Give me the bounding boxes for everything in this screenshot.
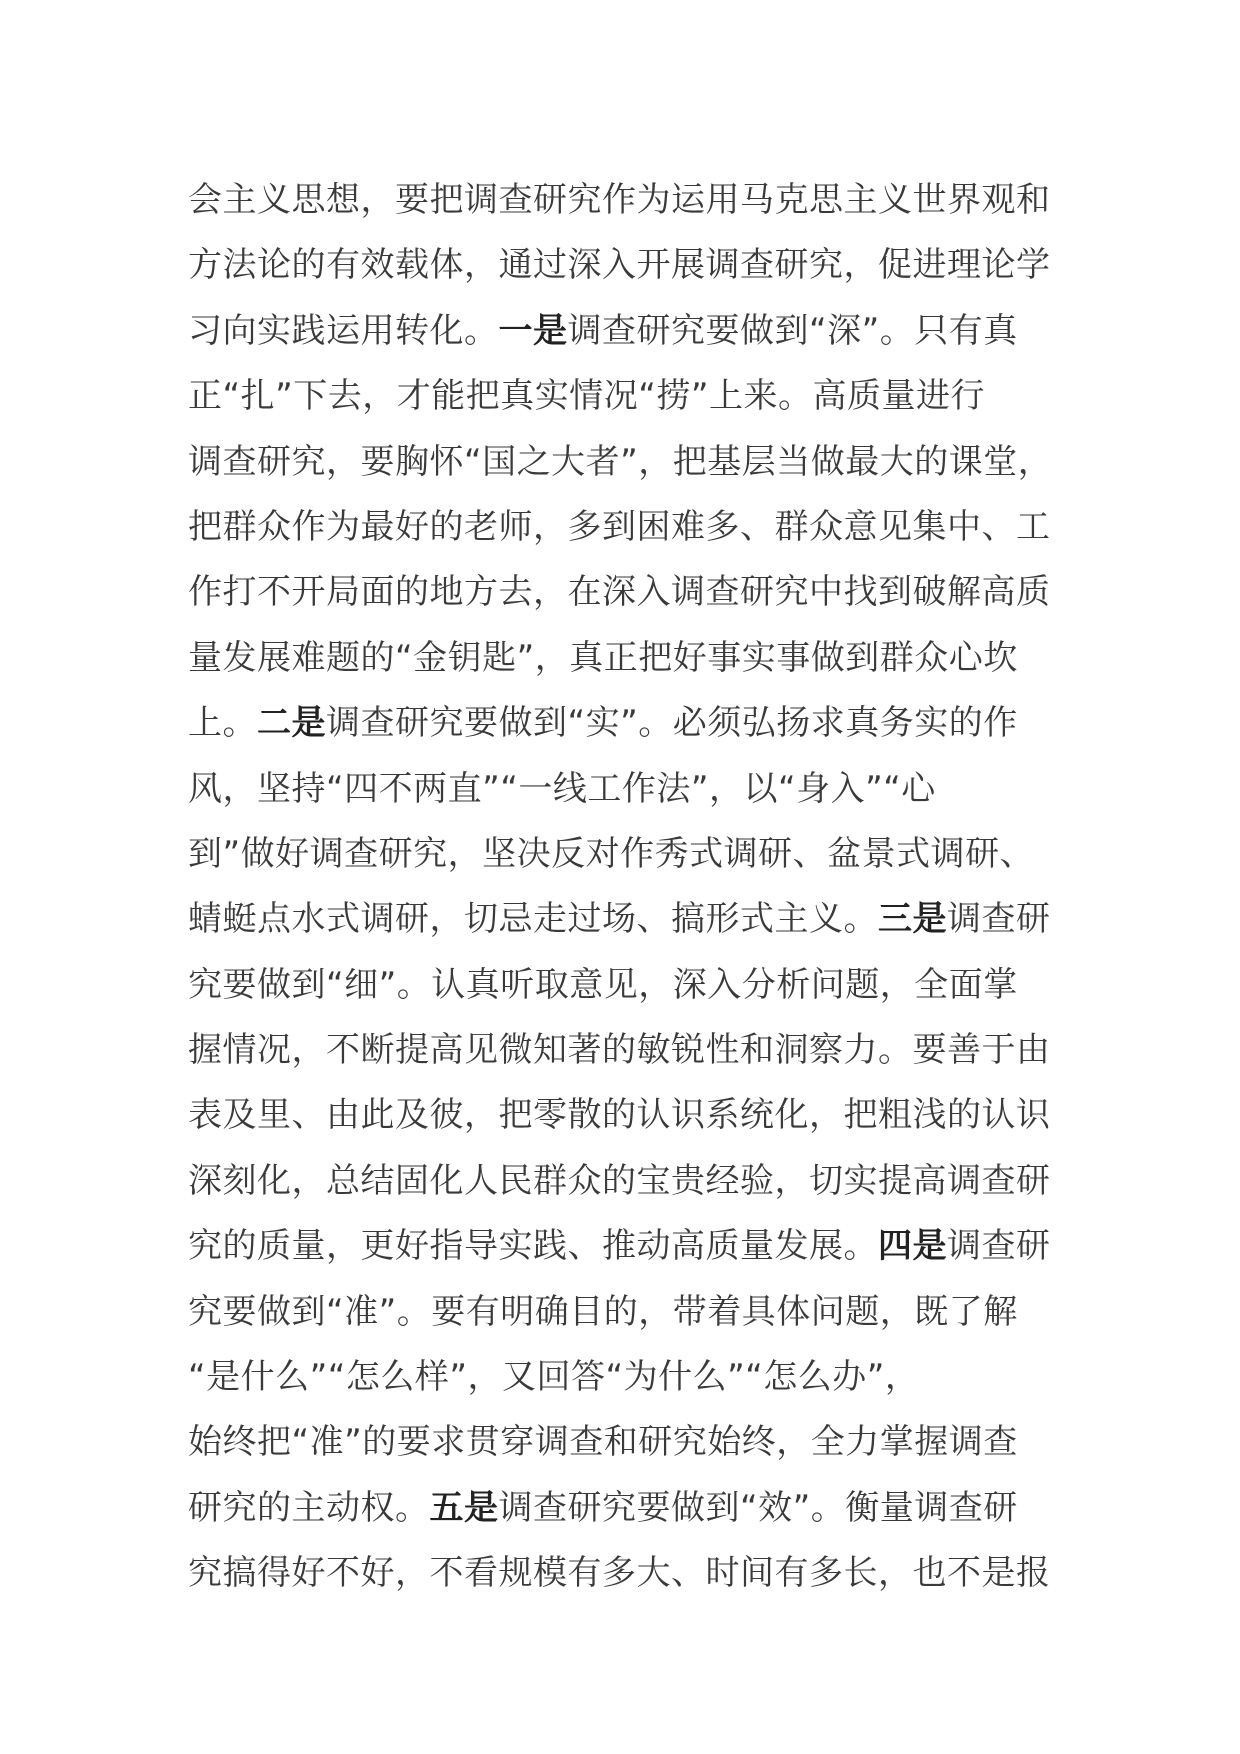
text-run: 调查研 <box>947 899 1051 940</box>
text-line <box>188 1083 1068 1148</box>
text-run: 把群众作为最好的老师，多到困难多、群众意见集中、工 <box>188 506 1051 547</box>
text-run: 习向实践运用转化。 <box>188 310 499 351</box>
text-run: 调查研究要做到“实”。必须弘扬求真务实的作 <box>326 703 1018 744</box>
emphasis-label: 四是 <box>878 1226 947 1267</box>
text-line <box>188 757 1068 822</box>
text-line <box>188 1149 1068 1214</box>
text-line <box>188 233 1068 298</box>
text-run: 方法论的有效载体，通过深入开展调查研究，促进理论学 <box>188 245 1051 286</box>
text-run: 究要做到“细”。认真听取意见，深入分析问题，全面掌 <box>188 964 1018 1005</box>
text-run: 握情况，不断提高见微知著的敏锐性和洞察力。要善于由 <box>188 1030 1051 1071</box>
text-run: 深刻化，总结固化人民群众的宝贵经验，切实提高调查研 <box>188 1160 1051 1201</box>
text-line <box>188 299 1068 364</box>
text-line <box>188 1018 1068 1083</box>
text-line <box>188 560 1068 625</box>
text-line <box>188 1345 1068 1410</box>
text-line <box>188 168 1068 233</box>
text-line <box>188 1410 1068 1475</box>
text-run: 调查研究，要胸怀“国之大者”，把基层当做最大的课堂， <box>188 441 1053 482</box>
text-run: 究的质量，更好指导实践、推动高质量发展。 <box>188 1226 878 1267</box>
text-run: 始终把“准”的要求贯穿调查和研究始终，全力掌握调查 <box>188 1422 1018 1463</box>
text-run: 表及里、由此及彼，把零散的认识系统化，把粗浅的认识 <box>188 1095 1051 1136</box>
text-run: 究搞得好不好，不看规模有多大、时间有多长，也不是报 <box>188 1553 1051 1594</box>
text-run: 到”做好调查研究，坚决反对作秀式调研、盆景式调研、 <box>188 833 1035 874</box>
emphasis-label: 五是 <box>429 1487 499 1528</box>
text-run: 正“扎”下去，才能把真实情况“捞”上来。高质量进行 <box>188 376 985 417</box>
text-run: 作打不开局面的地方去，在深入调查研究中找到破解高质 <box>188 572 1051 613</box>
emphasis-label: 三是 <box>878 899 947 940</box>
text-line <box>188 1541 1068 1606</box>
text-line <box>188 1280 1068 1345</box>
text-run: 研究的主动权。 <box>188 1487 430 1528</box>
text-line <box>188 495 1068 560</box>
text-line <box>188 1214 1068 1279</box>
text-line <box>188 953 1068 1018</box>
text-line <box>188 430 1068 495</box>
text-line <box>188 1476 1068 1541</box>
text-run: 风，坚持“四不两直”“一线工作法”，以“身入”“心 <box>188 768 936 809</box>
text-line <box>188 626 1068 691</box>
emphasis-label: 一是 <box>498 310 568 351</box>
text-run: “是什么”“怎么样”，又回答“为什么”“怎么办”， <box>188 1357 920 1398</box>
text-line <box>188 364 1068 429</box>
text-run: 调查研究要做到“效”。衡量调查研 <box>498 1487 1018 1528</box>
text-run: 调查研究要做到“深”。只有真 <box>567 310 1018 351</box>
text-run: 调查研 <box>947 1226 1051 1267</box>
text-line <box>188 691 1068 756</box>
text-line <box>188 887 1068 952</box>
body-text <box>188 168 1068 1607</box>
text-run: 蜻蜓点水式调研，切忌走过场、搞形式主义。 <box>188 899 878 940</box>
text-line <box>188 822 1068 887</box>
text-run: 上。 <box>188 703 257 744</box>
emphasis-label: 二是 <box>257 703 326 744</box>
text-run: 量发展难题的“金钥匙”，真正把好事实事做到群众心坎 <box>188 637 1018 678</box>
text-run: 究要做到“准”。要有明确目的，带着具体问题，既了解 <box>188 1291 1018 1332</box>
text-run: 会主义思想，要把调查研究作为运用马克思主义世界观和 <box>188 180 1051 220</box>
